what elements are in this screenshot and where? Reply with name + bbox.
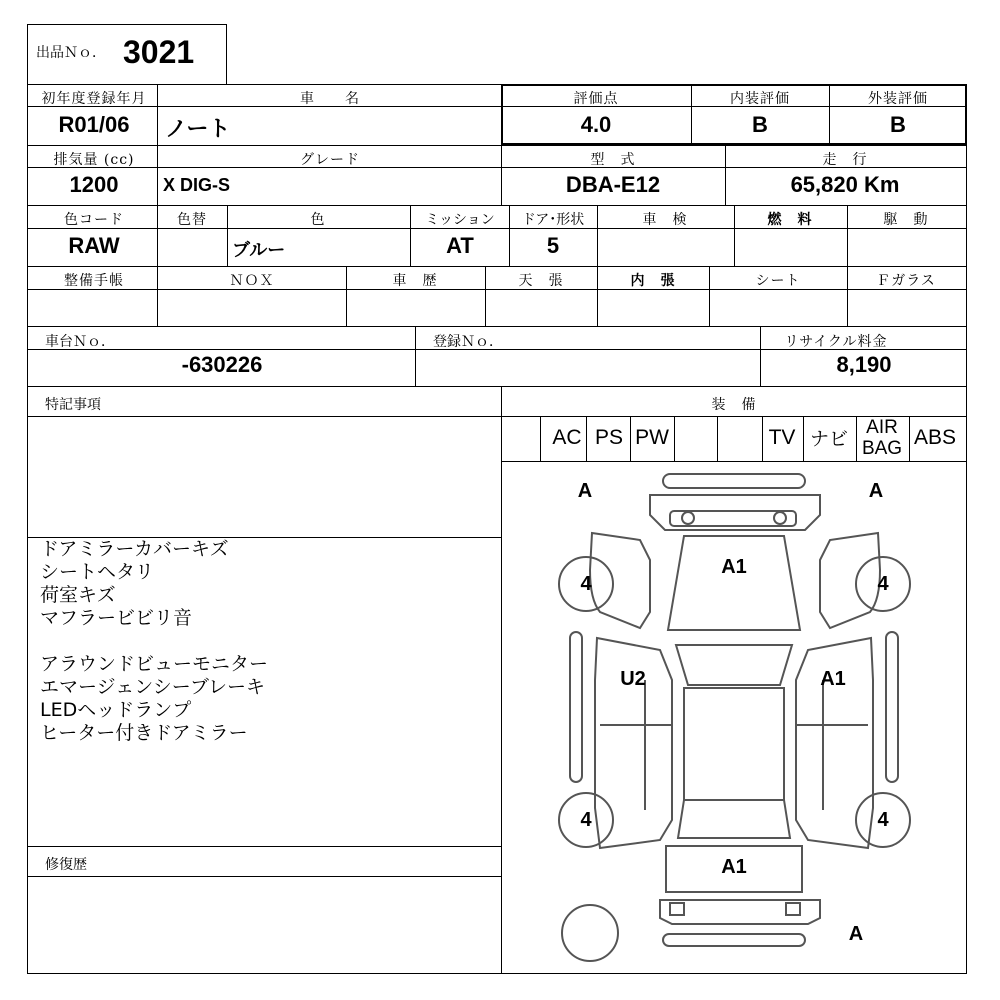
car-name-value: ノート xyxy=(165,116,231,141)
door-trim-label: 内 張 xyxy=(630,273,676,289)
divider xyxy=(27,145,967,146)
repair-history-label: 修復歴 xyxy=(45,857,87,873)
note-line: シートヘタリ xyxy=(40,561,155,583)
equipment-tv: TV xyxy=(768,426,796,449)
damage-hood: A1 xyxy=(721,556,747,578)
rear-valance xyxy=(663,934,805,946)
divider xyxy=(597,205,598,266)
divider xyxy=(803,416,804,461)
transmission-label: ミッション xyxy=(425,212,495,228)
registration-date-value: R01/06 xyxy=(58,112,130,137)
car-diagram xyxy=(502,462,966,973)
damage-wheel-front-right: 4 xyxy=(877,573,889,595)
equipment-label: 装 備 xyxy=(711,397,757,413)
note-line xyxy=(40,630,495,653)
repaint-label: 色替 xyxy=(177,212,207,228)
color-code-label: 色コード xyxy=(64,212,124,228)
divider xyxy=(27,846,501,847)
interior-grade-label: 内装評価 xyxy=(730,91,790,107)
divider xyxy=(27,205,967,206)
chassis-number-label: 車台Ｎｏ． xyxy=(45,334,115,350)
note-line: エマージェンシーブレーキ xyxy=(40,676,266,698)
car-name-label: 車 名 xyxy=(300,91,360,107)
score-value: 4.0 xyxy=(580,112,612,137)
interior-grade-value: B xyxy=(752,112,768,137)
hood-shape xyxy=(668,536,800,630)
spare-tire-shape xyxy=(562,905,618,961)
model-code-value: DBA-E12 xyxy=(565,172,661,197)
right-step xyxy=(886,632,898,782)
recycle-fee-value: 8,190 xyxy=(836,352,892,377)
note-line: LEDヘッドランプ xyxy=(40,699,192,721)
divider xyxy=(674,416,675,461)
notes-list xyxy=(40,538,495,745)
model-code-label: 型 式 xyxy=(590,152,636,168)
divider xyxy=(691,84,692,145)
divider xyxy=(597,266,598,326)
rear-window-shape xyxy=(678,800,790,838)
divider xyxy=(909,416,910,461)
divider xyxy=(540,416,541,461)
divider xyxy=(630,416,631,461)
divider xyxy=(415,326,416,386)
damage-front-left: A xyxy=(577,480,593,502)
front-glass-label: Ｆガラス xyxy=(876,273,936,289)
note-line: アラウンドビューモニター xyxy=(40,653,269,675)
divider xyxy=(27,416,967,417)
vehicle-history-label: 車 歴 xyxy=(392,273,438,289)
equipment-ac: AC xyxy=(552,426,582,449)
left-front-fender-shape xyxy=(590,533,650,628)
note-line: ヒーター付きドアミラー xyxy=(40,722,248,744)
divider xyxy=(227,205,228,266)
divider xyxy=(485,266,486,326)
divider xyxy=(501,145,502,205)
maintenance-record-label: 整備手帳 xyxy=(64,273,124,289)
divider xyxy=(27,326,967,327)
divider xyxy=(717,416,718,461)
divider xyxy=(27,266,967,267)
divider xyxy=(27,386,967,387)
fuel-label: 燃 料 xyxy=(767,212,813,228)
inspection-label: 車 検 xyxy=(642,212,688,228)
divider xyxy=(709,266,710,326)
divider xyxy=(27,876,501,877)
headliner-label: 天 張 xyxy=(518,273,564,289)
divider xyxy=(725,145,726,205)
seat-label: シート xyxy=(755,273,801,289)
divider xyxy=(346,266,347,326)
door-value: 5 xyxy=(546,233,560,258)
color-value: ブルー xyxy=(232,240,286,260)
front-bumper-shape xyxy=(663,474,805,488)
registration-date-label: 初年度登録年月 xyxy=(41,91,147,107)
door-label: ドア･形状 xyxy=(521,212,585,228)
divider xyxy=(27,289,967,290)
score-label: 評価点 xyxy=(573,91,619,107)
divider xyxy=(762,416,763,461)
grade-value: X DIG-S xyxy=(163,175,231,195)
divider xyxy=(586,416,587,461)
divider xyxy=(847,205,848,266)
recycle-fee-label: リサイクル料金 xyxy=(784,334,888,350)
equipment-pw: PW xyxy=(635,426,669,449)
equipment-airbag: AIR BAG xyxy=(861,417,903,459)
divider xyxy=(157,145,158,205)
divider xyxy=(509,205,510,266)
divider xyxy=(27,228,967,229)
notes-label: 特記事項 xyxy=(45,397,101,413)
displacement-value: 1200 xyxy=(69,172,119,197)
damage-wheel-rear-left: 4 xyxy=(580,809,592,831)
equipment-abs: ABS xyxy=(913,426,957,449)
damage-wheel-rear-right: 4 xyxy=(877,809,889,831)
divider xyxy=(157,84,158,145)
exterior-grade-label: 外装評価 xyxy=(868,91,928,107)
right-front-fender-shape xyxy=(820,533,880,628)
nox-label: ＮＯＸ xyxy=(229,273,275,289)
mileage-label: 走 行 xyxy=(822,152,868,168)
chassis-number-value: -630226 xyxy=(181,352,263,377)
mileage-value: 65,820 Km xyxy=(790,172,900,197)
equipment-navi: ナビ xyxy=(809,428,849,450)
color-code-value: RAW xyxy=(68,233,120,258)
displacement-label: 排気量 (cc) xyxy=(53,152,135,168)
divider xyxy=(157,266,158,326)
divider xyxy=(847,266,848,326)
note-line: 荷室キズ xyxy=(40,584,116,606)
damage-trunk: A1 xyxy=(721,856,747,878)
registration-number-label: 登録Ｎｏ． xyxy=(433,334,503,350)
damage-rear-right: A xyxy=(848,923,864,945)
divider xyxy=(410,205,411,266)
transmission-value: AT xyxy=(446,233,474,258)
divider xyxy=(734,205,735,266)
damage-front-right: A xyxy=(868,480,884,502)
grade-label: グレード xyxy=(300,152,360,168)
divider xyxy=(760,326,761,386)
exterior-grade-value: B xyxy=(890,112,906,137)
damage-right-side: A1 xyxy=(820,668,846,690)
divider xyxy=(157,205,158,266)
note-line: マフラービビリ音 xyxy=(40,607,193,629)
damage-left-side: U2 xyxy=(620,668,646,690)
windshield-shape xyxy=(676,645,792,685)
drive-label: 駆 動 xyxy=(883,212,929,228)
equipment-ps: PS xyxy=(594,426,624,449)
roof-shape xyxy=(684,688,784,800)
note-line: ドアミラーカバーキズ xyxy=(40,538,229,560)
lot-number: 3021 xyxy=(123,34,195,70)
left-step xyxy=(570,632,582,782)
lot-number-label: 出品Ｎｏ． xyxy=(36,45,106,61)
color-label: 色 xyxy=(310,212,326,228)
damage-wheel-front-left: 4 xyxy=(580,573,592,595)
divider xyxy=(829,84,830,145)
divider xyxy=(856,416,857,461)
